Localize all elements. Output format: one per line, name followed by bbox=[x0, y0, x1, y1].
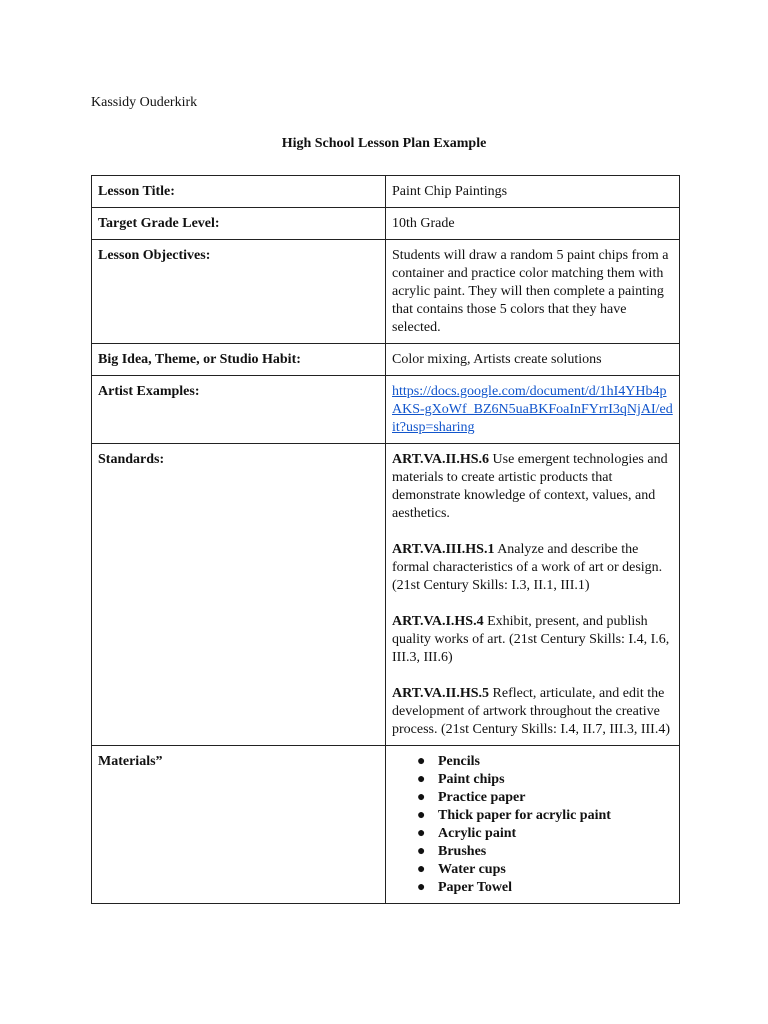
big-idea-value: Color mixing, Artists create solutions bbox=[386, 344, 680, 376]
list-item bbox=[417, 753, 673, 771]
big-idea-label: Big Idea, Theme, or Studio Habit: bbox=[92, 344, 386, 376]
material-label: Acrylic paint bbox=[438, 826, 517, 841]
standard-item bbox=[392, 613, 673, 667]
document-title: High School Lesson Plan Example bbox=[281, 136, 487, 151]
grade-label: Target Grade Level: bbox=[92, 208, 386, 240]
objectives-value: Students will draw a random 5 paint chips from a container and practice color matching them with acrylic paint. They will then complete a painting that contains those 5 colors that they have selected. bbox=[386, 240, 680, 344]
materials-value bbox=[386, 746, 680, 904]
list-item bbox=[417, 825, 673, 843]
material-label: Pencils bbox=[438, 754, 480, 769]
table-row-artist-examples bbox=[92, 376, 680, 444]
material-label: Paper Towel bbox=[438, 880, 513, 895]
standard-item bbox=[392, 451, 673, 523]
objectives-label: Lesson Objectives: bbox=[92, 240, 386, 344]
material-label: Practice paper bbox=[438, 790, 526, 805]
standard-code: ART.VA.II.HS.6 bbox=[392, 452, 490, 467]
bullet-icon: ● bbox=[417, 880, 426, 895]
standard-code: ART.VA.I.HS.4 bbox=[392, 614, 484, 629]
lesson-plan-table bbox=[91, 175, 680, 904]
artist-examples-label: Artist Examples: bbox=[92, 376, 386, 444]
bullet-icon: ● bbox=[417, 826, 426, 841]
standard-text: Exhibit, present, and publish quality works of art. (21st Century Skills: I.4, I.6, III.3, III.6) bbox=[392, 614, 670, 665]
list-item bbox=[417, 771, 673, 789]
bullet-icon: ● bbox=[417, 790, 426, 805]
materials-label: Materials” bbox=[92, 746, 386, 904]
material-label: Paint chips bbox=[438, 772, 505, 787]
standard-item bbox=[392, 541, 673, 595]
standard-text: Use emergent technologies and materials to create artistic products that demonstrate knowledge of context, values, and aesthetics. bbox=[392, 452, 668, 521]
bullet-icon: ● bbox=[417, 754, 426, 769]
list-item bbox=[417, 861, 673, 879]
list-item bbox=[417, 879, 673, 897]
standards-value bbox=[386, 444, 680, 746]
artist-examples-value bbox=[386, 376, 680, 444]
table-row-big-idea bbox=[92, 344, 680, 376]
standard-text: Reflect, articulate, and edit the development of artwork throughout the creative process. (21st Century Skills: I.4, II.7, III.3, III.4) bbox=[392, 686, 671, 737]
standards-label: Standards: bbox=[92, 444, 386, 746]
table-row-standards bbox=[92, 444, 680, 746]
standard-item bbox=[392, 685, 673, 739]
lesson-title-value: Paint Chip Paintings bbox=[386, 176, 680, 208]
bullet-icon: ● bbox=[417, 772, 426, 787]
lesson-title-label: Lesson Title: bbox=[92, 176, 386, 208]
grade-value: 10th Grade bbox=[386, 208, 680, 240]
list-item bbox=[417, 789, 673, 807]
artist-examples-link[interactable]: https://docs.google.com/document/d/1hI4YHb4pAKS-gXoWf_BZ6N5uaBKFoaInFYrrI3qNjAI/edit?usp=sharing bbox=[392, 384, 673, 435]
table-row-materials bbox=[92, 746, 680, 904]
list-item bbox=[417, 843, 673, 861]
material-label: Thick paper for acrylic paint bbox=[438, 808, 611, 823]
material-label: Water cups bbox=[438, 862, 506, 877]
table-row-grade bbox=[92, 208, 680, 240]
standard-code: ART.VA.III.HS.1 bbox=[392, 542, 495, 557]
bullet-icon: ● bbox=[417, 862, 426, 877]
table-row-objectives bbox=[92, 240, 680, 344]
bullet-icon: ● bbox=[417, 808, 426, 823]
material-label: Brushes bbox=[438, 844, 487, 859]
bullet-icon: ● bbox=[417, 844, 426, 859]
author-name: Kassidy Ouderkirk bbox=[91, 95, 198, 110]
standard-text: Analyze and describe the formal characteristics of a work of art or design. (21st Century Skills: I.3, II.1, III.1) bbox=[392, 542, 663, 593]
standard-code: ART.VA.II.HS.5 bbox=[392, 686, 490, 701]
table-row-lesson-title bbox=[92, 176, 680, 208]
materials-list bbox=[392, 753, 673, 897]
list-item bbox=[417, 807, 673, 825]
